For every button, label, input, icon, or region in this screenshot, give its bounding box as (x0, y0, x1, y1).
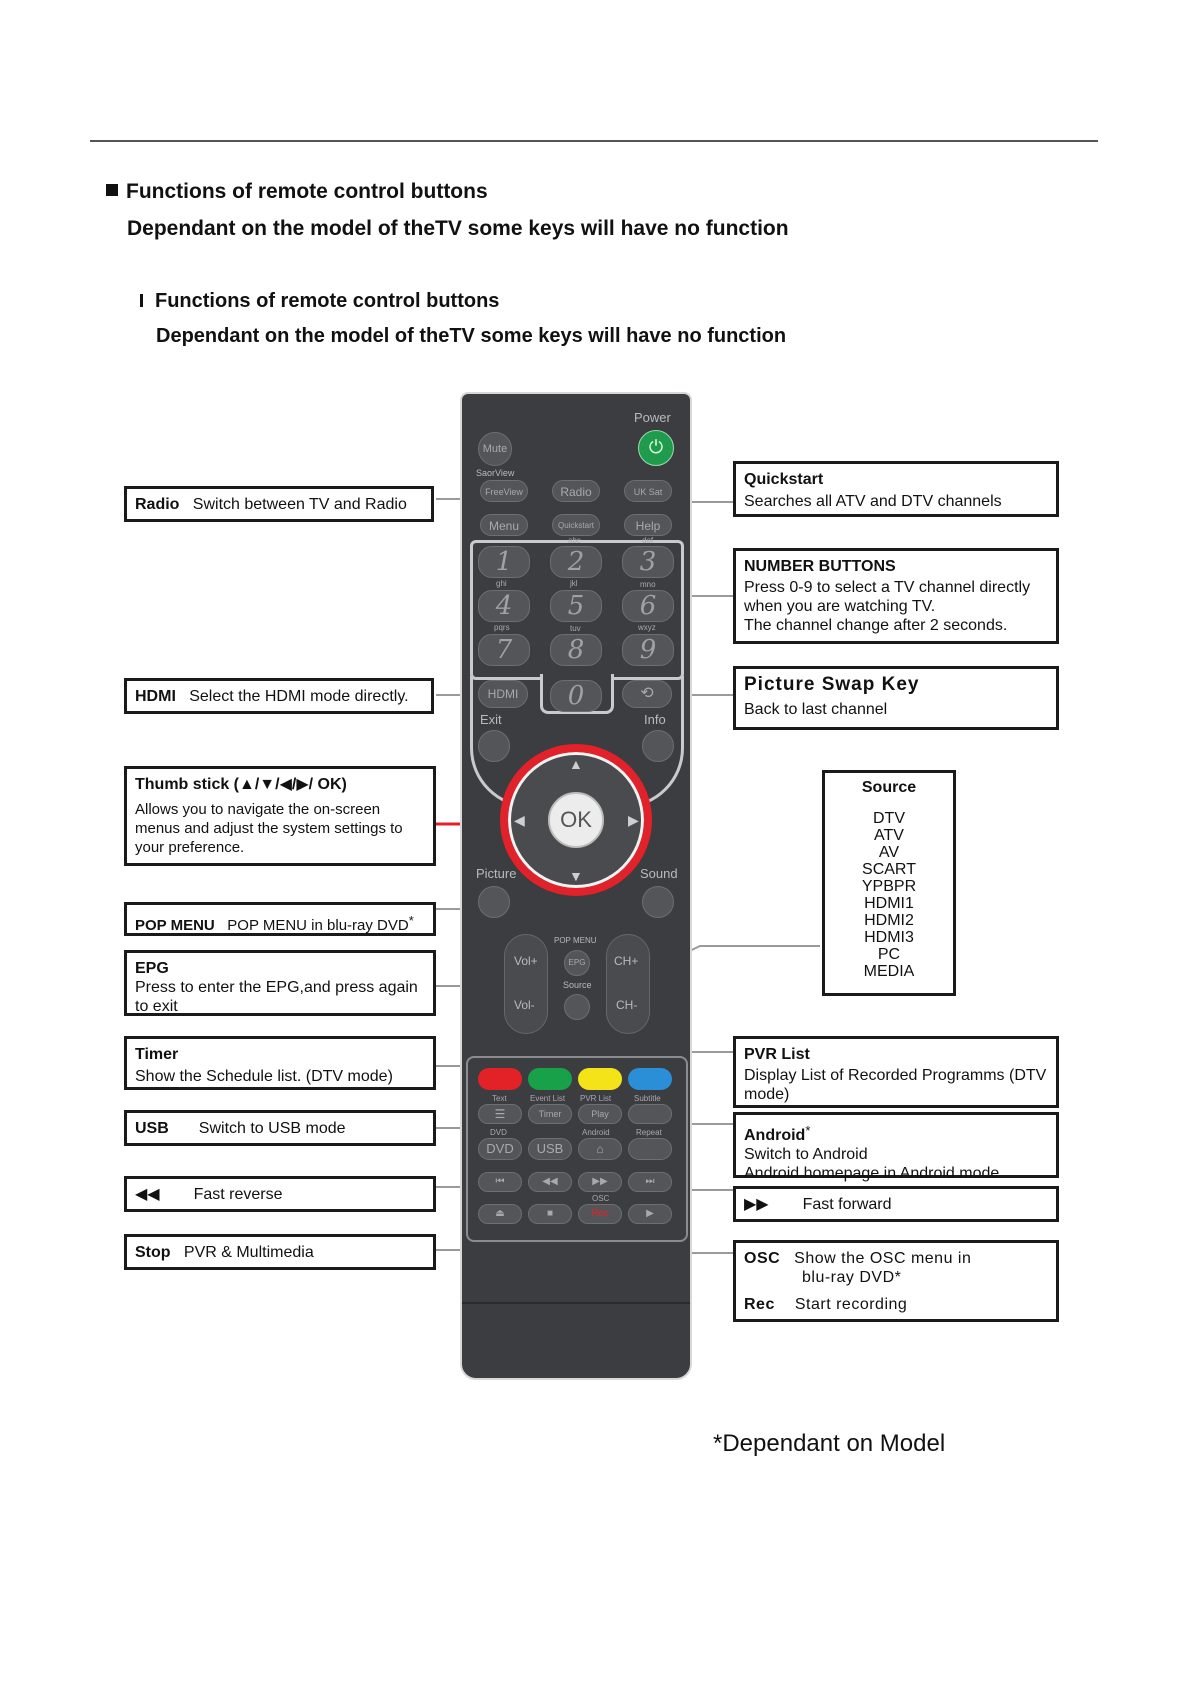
callout-text: Searches all ATV and DTV channels (744, 493, 1002, 510)
next-track-icon[interactable]: ⏭ (628, 1172, 672, 1192)
help-button[interactable]: Help (624, 514, 672, 536)
prev-track-icon[interactable]: ⏮ (478, 1172, 522, 1192)
subtitle-button[interactable] (628, 1104, 672, 1124)
exit-label: Exit (480, 712, 502, 727)
callout-text: Press to enter the EPG,and press again to exit (135, 979, 418, 1015)
callout-hdmi (124, 678, 434, 714)
section-heading-2: Functions of remote control buttons (140, 290, 499, 313)
callout-title: Timer (135, 1046, 179, 1063)
callout-osc-rec (733, 1240, 1059, 1322)
menu-button[interactable]: Menu (480, 514, 528, 536)
callout-title: Picture Swap Key (744, 674, 920, 695)
letters-wxyz: wxyz (638, 623, 656, 632)
repeat-label: Repeat (636, 1128, 662, 1137)
home-icon[interactable]: ⌂ (578, 1138, 622, 1160)
left-arrow-icon[interactable]: ◀ (514, 812, 525, 828)
callout-picture-swap (733, 666, 1059, 730)
callout-thumb-stick (124, 766, 436, 866)
callout-title: POP MENU (135, 917, 215, 934)
source-list (833, 810, 945, 980)
callout-title: NUMBER BUTTONS (744, 558, 896, 575)
callout-text: PVR & Multimedia (183, 1244, 314, 1261)
picture-button[interactable] (478, 886, 510, 918)
callout-title: Radio (135, 496, 180, 513)
callout-title: OSC (744, 1250, 781, 1267)
callout-android (733, 1112, 1059, 1182)
callout-number-buttons (733, 548, 1059, 644)
callout-text-2: Android homepage in Android mode (744, 1165, 1000, 1182)
android-label: Android (582, 1128, 610, 1137)
source-item: ATV (874, 827, 904, 844)
epg-button[interactable]: EPG (564, 950, 590, 976)
popmenu-label: POP MENU (554, 936, 597, 945)
power-button[interactable]: ⏻ (638, 430, 674, 466)
number-1-button[interactable]: 1 (478, 546, 530, 578)
fast-forward-icon: ▶▶ (744, 1196, 769, 1213)
dvd-small-label: DVD (490, 1128, 507, 1137)
channel-rocker[interactable] (606, 934, 650, 1034)
callout-title: HDMI (135, 688, 176, 705)
up-arrow-icon[interactable]: ▲ (569, 756, 583, 772)
play-list-button[interactable]: Play (578, 1104, 622, 1124)
volume-rocker[interactable] (504, 934, 548, 1034)
number-8-button[interactable]: 8 (550, 634, 602, 666)
quickstart-button[interactable]: Quickstart (552, 514, 600, 536)
source-item: SCART (862, 861, 916, 878)
pvr-list-label: PVR List (580, 1094, 612, 1103)
callout-text: Switch to Android (744, 1146, 868, 1163)
callout-epg (124, 950, 436, 1016)
mute-button[interactable]: Mute (478, 432, 512, 466)
event-list-label: Event List (530, 1094, 566, 1103)
info-button[interactable] (642, 730, 674, 762)
hdmi-button[interactable]: HDMI (478, 680, 528, 708)
callout-text-2: The channel change after 2 seconds. (744, 617, 1008, 634)
vol-down-label: Vol- (514, 998, 535, 1012)
down-arrow-icon[interactable]: ▼ (569, 868, 583, 884)
ok-button[interactable]: OK (548, 792, 604, 848)
callout-title: Quickstart (744, 471, 824, 488)
callout-text: Show the Schedule list. (DTV mode) (135, 1068, 393, 1085)
callout-text: Start recording (794, 1296, 908, 1313)
timer-button[interactable]: Timer (528, 1104, 572, 1124)
uksat-button[interactable]: UK Sat (624, 480, 672, 502)
source-item: PC (877, 946, 901, 963)
power-label: Power (634, 410, 671, 425)
callout-title: EPG (135, 960, 169, 977)
subtitle-label: Subtitle (634, 1094, 661, 1103)
callout-timer (124, 1036, 436, 1090)
picture-label: Picture (476, 866, 517, 881)
callout-text: Allows you to navigate the on-screen menus and adjust the system settings to your preference. (135, 801, 403, 856)
saorview-label: SaorView (476, 468, 515, 478)
source-item: HDMI1 (864, 895, 914, 912)
usb-button[interactable]: USB (528, 1138, 572, 1160)
sound-label: Sound (640, 866, 678, 881)
red-button[interactable] (478, 1068, 522, 1090)
dvd-button[interactable]: DVD (478, 1138, 522, 1160)
remote-control (460, 392, 692, 1380)
asterisk: * (805, 1123, 811, 1138)
section-subheading-2: Dependant on the model of theTV some keys will have no function (156, 325, 787, 347)
sound-button[interactable] (642, 886, 674, 918)
footer-note: *Dependant on Model (713, 1430, 946, 1457)
callout-title: Thumb stick (▲/▼/◀/▶/ OK) (135, 776, 347, 793)
swap-button[interactable]: ⟲ (622, 680, 672, 708)
letters-pqrs: pqrs (494, 623, 510, 632)
callout-title: Android (744, 1127, 806, 1144)
number-9-button[interactable]: 9 (622, 634, 674, 666)
callout-quickstart (733, 461, 1059, 517)
callout-text-2: blu-ray DVD* (802, 1269, 902, 1286)
letters-abc: abc (568, 536, 581, 545)
ch-down-label: CH- (616, 998, 638, 1012)
eject-icon[interactable]: ⏏ (478, 1204, 522, 1224)
blue-button[interactable] (628, 1068, 672, 1090)
number-5-button[interactable]: 5 (550, 590, 602, 622)
callout-text: Select the HDMI mode directly. (189, 688, 409, 705)
source-item: YPBPR (861, 878, 917, 895)
info-label: Info (644, 712, 666, 727)
callout-text: Press 0-9 to select a TV channel directly when you are watching TV. (744, 579, 1031, 615)
stop-icon[interactable]: ■ (528, 1204, 572, 1224)
callout-text: Display List of Recorded Programms (DTV mode) (744, 1067, 1047, 1103)
callout-text: Fast reverse (193, 1186, 283, 1203)
callout-text: Back to last channel (744, 701, 888, 718)
letters-def: def (642, 536, 654, 545)
callout-text: POP MENU in blu-ray DVD (227, 917, 409, 934)
callout-title: PVR List (744, 1046, 810, 1063)
callout-pvr-list (733, 1036, 1059, 1108)
callout-usb (124, 1110, 436, 1146)
asterisk: * (408, 913, 414, 928)
section-heading: Functions of remote control buttons (106, 180, 488, 204)
right-arrow-icon[interactable]: ▶ (628, 812, 639, 828)
remote-bottom-seam (462, 1302, 690, 1304)
callout-forward (733, 1186, 1059, 1222)
exit-button[interactable] (478, 730, 510, 762)
rewind-icon[interactable]: ◀◀ (528, 1172, 572, 1192)
callout-text: Show the OSC menu in (794, 1250, 972, 1267)
letters-mno: mno (640, 580, 656, 589)
text-label: Text (492, 1094, 507, 1103)
vol-up-label: Vol+ (514, 954, 538, 968)
letters-tuv: tuv (570, 624, 581, 633)
repeat-button[interactable] (628, 1138, 672, 1160)
radio-button[interactable]: Radio (552, 480, 600, 502)
letters-jkl: jkl (570, 579, 578, 588)
number-6-button[interactable]: 6 (622, 590, 674, 622)
ch-up-label: CH+ (614, 954, 639, 968)
source-item: HDMI2 (864, 912, 914, 929)
source-item: DTV (873, 810, 905, 827)
callout-title: Rec (744, 1296, 775, 1313)
callout-title: Source (861, 779, 917, 796)
yellow-button[interactable] (578, 1068, 622, 1090)
callout-radio (124, 486, 434, 522)
fast-forward-icon[interactable]: ▶▶ (578, 1172, 622, 1192)
green-button[interactable] (528, 1068, 572, 1090)
source-item: MEDIA (863, 963, 915, 980)
source-item: HDMI3 (864, 929, 914, 946)
play-pause-icon[interactable]: ▶ (628, 1204, 672, 1224)
callout-text: Switch between TV and Radio (192, 496, 407, 513)
number-4-button[interactable]: 4 (478, 590, 530, 622)
section-subheading: Dependant on the model of theTV some keys will have no function (127, 217, 789, 240)
text-button[interactable]: ☰ (478, 1104, 522, 1124)
number-2-button[interactable]: 2 (550, 546, 602, 578)
number-0-button[interactable]: 0 (550, 680, 602, 712)
source-button[interactable] (564, 994, 590, 1020)
callout-rewind (124, 1176, 436, 1212)
rec-button[interactable]: Rec (578, 1204, 622, 1224)
callout-title: USB (135, 1120, 169, 1137)
callout-text: Switch to USB mode (198, 1120, 346, 1137)
source-item: AV (878, 844, 900, 861)
number-3-button[interactable]: 3 (622, 546, 674, 578)
letters-ghi: ghi (496, 579, 507, 588)
callout-popmenu (124, 902, 436, 936)
callout-stop (124, 1234, 436, 1270)
rewind-icon: ◀◀ (135, 1186, 160, 1203)
freeview-button[interactable]: FreeView (480, 480, 528, 502)
source-label: Source (563, 980, 592, 990)
callout-text: Fast forward (802, 1196, 892, 1213)
osc-small-label: OSC (592, 1194, 610, 1203)
number-7-button[interactable]: 7 (478, 634, 530, 666)
callout-source (822, 770, 956, 996)
callout-title: Stop (135, 1244, 171, 1261)
